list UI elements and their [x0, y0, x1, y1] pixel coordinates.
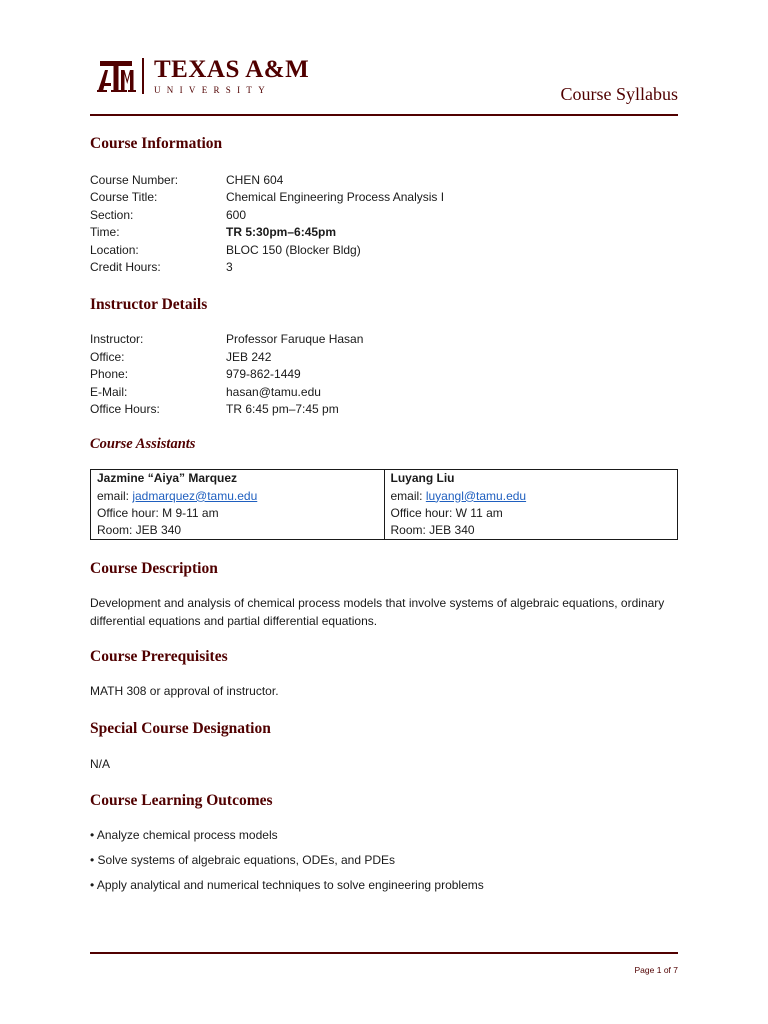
- list-item: • Apply analytical and numerical techniques to solve engineering problems: [90, 878, 484, 893]
- assistant-name: Jazmine “Aiya” Marquez: [97, 471, 238, 486]
- kv-value: TR 5:30pm–6:45pm: [226, 225, 337, 240]
- learning-outcomes-title: Course Learning Outcomes: [90, 792, 273, 810]
- header-rule: [90, 114, 678, 116]
- kv-row: [90, 172, 678, 189]
- instructor-details-title: Instructor Details: [90, 296, 208, 314]
- assistant-cell: [384, 470, 678, 540]
- course-prerequisites-text: MATH 308 or approval of instructor.: [90, 684, 279, 699]
- kv-row: [90, 207, 678, 224]
- assistant-name: Luyang Liu: [390, 471, 455, 486]
- kv-value: TR 6:45 pm–7:45 pm: [226, 402, 339, 417]
- kv-row: [90, 366, 678, 383]
- kv-value: Professor Faruque Hasan: [226, 332, 364, 347]
- kv-value: JEB 242: [226, 349, 272, 364]
- list-item: • Analyze chemical process models: [90, 828, 278, 843]
- assistant-cell: [91, 470, 385, 540]
- special-designation-text: N/A: [90, 757, 111, 772]
- kv-value: CHEN 604: [226, 173, 284, 187]
- table-row: [91, 470, 678, 540]
- kv-label: Credit Hours:: [90, 260, 161, 275]
- assistant-email-link[interactable]: luyangl@tamu.edu: [425, 488, 527, 503]
- course-prerequisites-title: Course Prerequisites: [90, 648, 228, 666]
- kv-row: [90, 349, 678, 366]
- list-item: • Solve systems of algebraic equations, ODEs, and PDEs: [90, 853, 396, 868]
- kv-row: [90, 242, 678, 259]
- special-designation-title: Special Course Designation: [90, 720, 271, 738]
- instructor-email: hasan@tamu.edu: [226, 384, 321, 399]
- assistant-room: Room: JEB 340: [97, 523, 182, 538]
- footer-rule: [90, 952, 678, 954]
- kv-label: Course Title:: [90, 190, 158, 205]
- atm-logo-icon: [96, 58, 136, 94]
- email-prefix: email:: [97, 488, 133, 503]
- kv-label: Instructor:: [90, 332, 144, 347]
- university-subtitle: UNIVERSITY: [154, 84, 271, 95]
- page-number: Page 1 of 7: [634, 965, 678, 975]
- assistant-office-hour: Office hour: W 11 am: [390, 505, 503, 520]
- kv-value: 3: [226, 260, 233, 275]
- course-description-title: Course Description: [90, 560, 218, 578]
- email-prefix: email:: [390, 488, 426, 503]
- kv-label: Phone:: [90, 367, 129, 382]
- assistant-office-hour: Office hour: M 9-11 am: [97, 505, 219, 520]
- instructor-details-list: [90, 331, 678, 418]
- kv-label: Course Number:: [90, 173, 179, 187]
- tamu-logo: [96, 56, 309, 96]
- kv-value: 600: [226, 207, 247, 222]
- kv-label: Section:: [90, 207, 134, 222]
- kv-label: Office Hours:: [90, 402, 160, 417]
- header: [90, 52, 678, 116]
- kv-row: [90, 259, 678, 276]
- kv-label: Location:: [90, 242, 139, 257]
- kv-label: E-Mail:: [90, 384, 128, 399]
- kv-row: [90, 401, 678, 418]
- course-description-text: Development and analysis of chemical process models that involve systems of algebraic equations, ordinary differential equations and partial differential equations.: [90, 596, 665, 629]
- logo-divider: [142, 58, 144, 94]
- course-assistants-title: Course Assistants: [90, 436, 196, 453]
- kv-row: [90, 189, 678, 206]
- kv-row: [90, 384, 678, 401]
- kv-label: Office:: [90, 349, 125, 364]
- kv-value: 979-862-1449: [226, 367, 301, 382]
- kv-value: Chemical Engineering Process Analysis I: [226, 190, 445, 205]
- assistant-room: Room: JEB 340: [390, 523, 475, 538]
- doc-title: Course Syllabus: [560, 84, 678, 104]
- university-name: TEXAS A&M: [154, 55, 310, 83]
- kv-value: BLOC 150 (Blocker Bldg): [226, 242, 361, 257]
- kv-label: Time:: [90, 225, 120, 240]
- course-assistants-table: [90, 469, 678, 540]
- assistant-email-link[interactable]: jadmarquez@tamu.edu: [132, 488, 258, 503]
- learning-outcomes-list: [90, 827, 678, 893]
- content: [90, 132, 678, 902]
- kv-row: [90, 224, 678, 241]
- course-information-title: Course Information: [90, 135, 223, 152]
- course-information-list: [90, 172, 678, 276]
- kv-row: [90, 331, 678, 348]
